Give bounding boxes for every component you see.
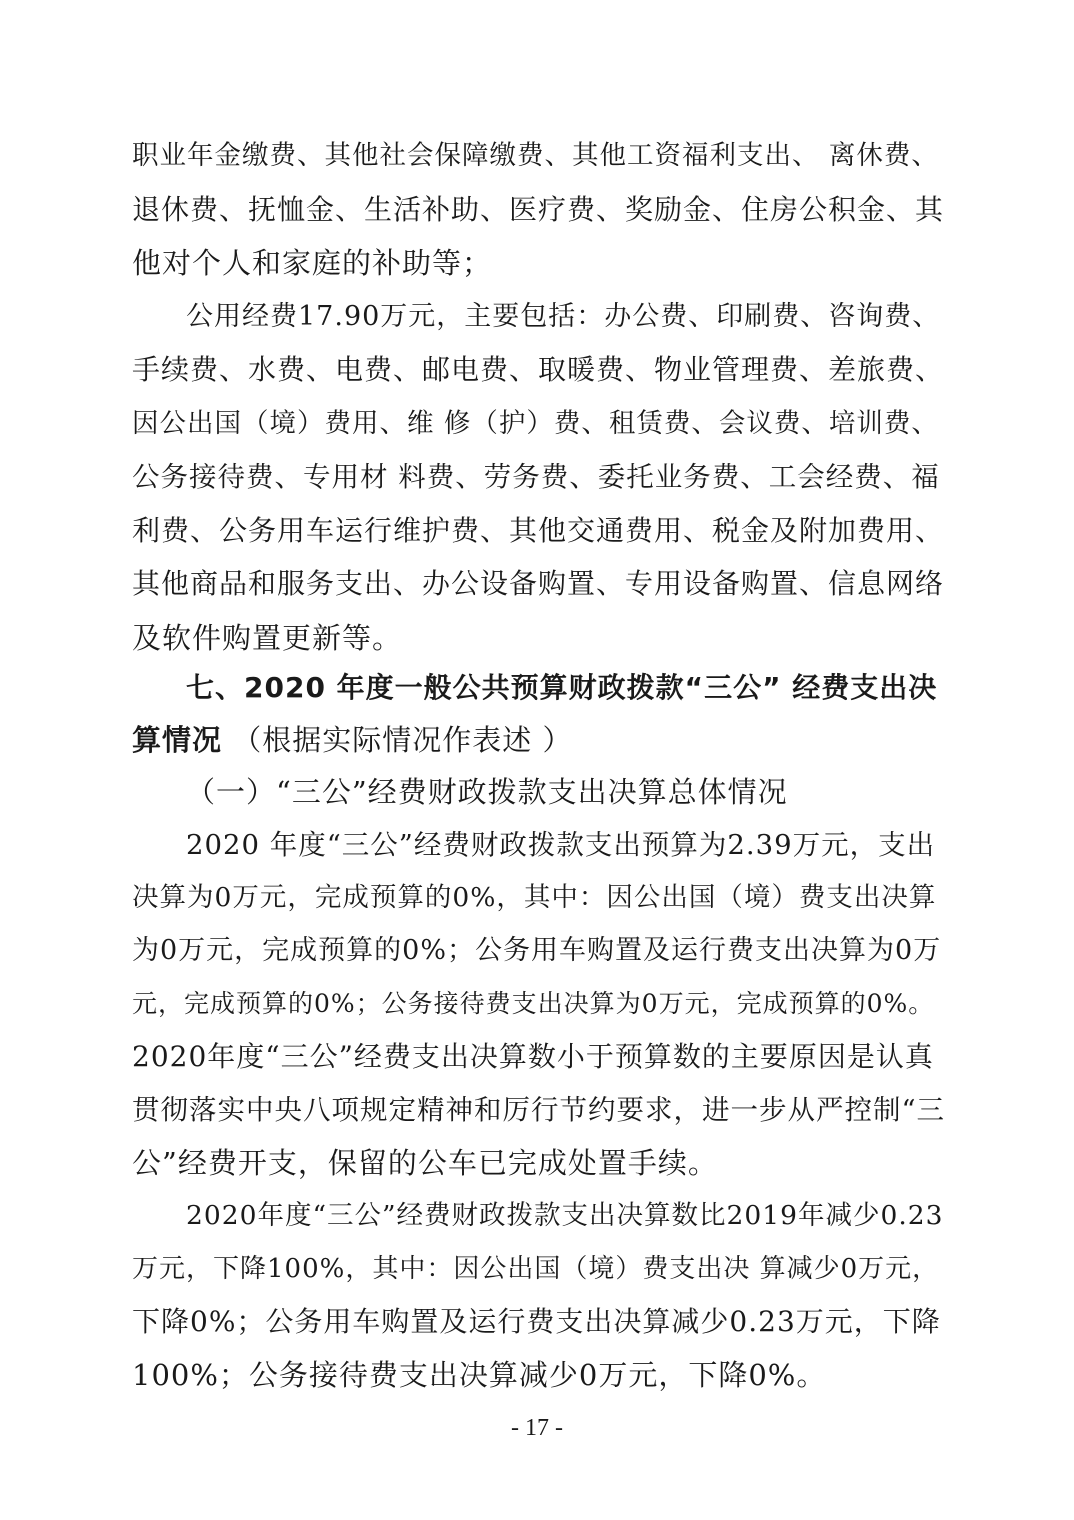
paragraph-3-line-2: 决算为0万元，完成预算的0%，其中：因公出国（境）费支出决算 <box>132 882 937 913</box>
section-heading-7-line-1: 七、2020 年度一般公共预算财政拨款“三公” 经费支出决 <box>186 671 938 704</box>
section-heading-7-line-2 <box>132 720 572 760</box>
paragraph-3-line-4: 元，完成预算的0%；公务接待费支出决算为0万元，完成预算的0%。 <box>132 989 935 1018</box>
section-heading-7-title-end: 算情况 <box>132 723 223 757</box>
paragraph-4-line-4: 100%；公务接待费支出决算减少0万元，下降0%。 <box>132 1358 827 1392</box>
paragraph-2-line-4: 公务接待费、专用材 料费、劳务费、委托业务费、工会经费、福 <box>132 461 940 493</box>
paragraph-2-line-2: 手续费、水费、电费、邮电费、取暖费、物业管理费、差旅费、 <box>132 353 945 386</box>
paragraph-3-line-5: 2020年度“三公”经费支出决算数小于预算数的主要原因是认真 <box>132 1040 934 1073</box>
paragraph-2-line-5: 利费、公务用车运行维护费、其他交通费用、税金及附加费用、 <box>132 514 945 547</box>
paragraph-4-line-1: 2020年度“三公”经费财政拨款支出决算数比2019年减少0.23 <box>186 1200 944 1231</box>
paragraph-2-line-1: 公用经费17.90万元，主要包括：办公费、印刷费、咨询费、 <box>186 301 941 332</box>
paragraph-1-line-3: 他对个人和家庭的补助等； <box>132 246 493 280</box>
paragraph-2-line-3: 因公出国（境）费用、维 修（护）费、租赁费、会议费、培训费、 <box>132 408 939 439</box>
paragraph-2-line-6: 其他商品和服务支出、办公设备购置、专用设备购置、信息网络 <box>132 567 945 600</box>
paragraph-2-line-7: 及软件购置更新等。 <box>132 621 403 655</box>
subheading-1: （一）“三公”经费财政拨款支出决算总体情况 <box>186 775 788 809</box>
paragraph-1-line-1: 职业年金缴费、其他社会保障缴费、其他工资福利支出、 离休费、 <box>132 140 939 171</box>
section-heading-7-note: （根据实际情况作表述 ） <box>222 723 573 757</box>
page-number: - 17 - <box>511 1415 563 1441</box>
paragraph-3-line-1: 2020 年度“三公”经费财政拨款支出预算为2.39万元，支出 <box>186 829 936 861</box>
paragraph-4-line-3: 下降0%；公务用车购置及运行费支出决算减少0.23万元，下降 <box>132 1305 941 1338</box>
paragraph-1-line-2: 退休费、抚恤金、生活补助、医疗费、奖励金、住房公积金、其 <box>132 193 945 226</box>
paragraph-3-line-6: 贯彻落实中央八项规定精神和厉行节约要求，进一步从严控制“三 <box>132 1094 946 1126</box>
paragraph-4-line-2: 万元，下降100%，其中：因公出国（境）费支出决 算减少0万元， <box>132 1254 940 1284</box>
paragraph-3-line-3: 为0万元，完成预算的0%；公务用车购置及运行费支出决算为0万 <box>132 935 942 966</box>
paragraph-3-line-7: 公”经费开支，保留的公车已完成处置手续。 <box>132 1146 718 1180</box>
